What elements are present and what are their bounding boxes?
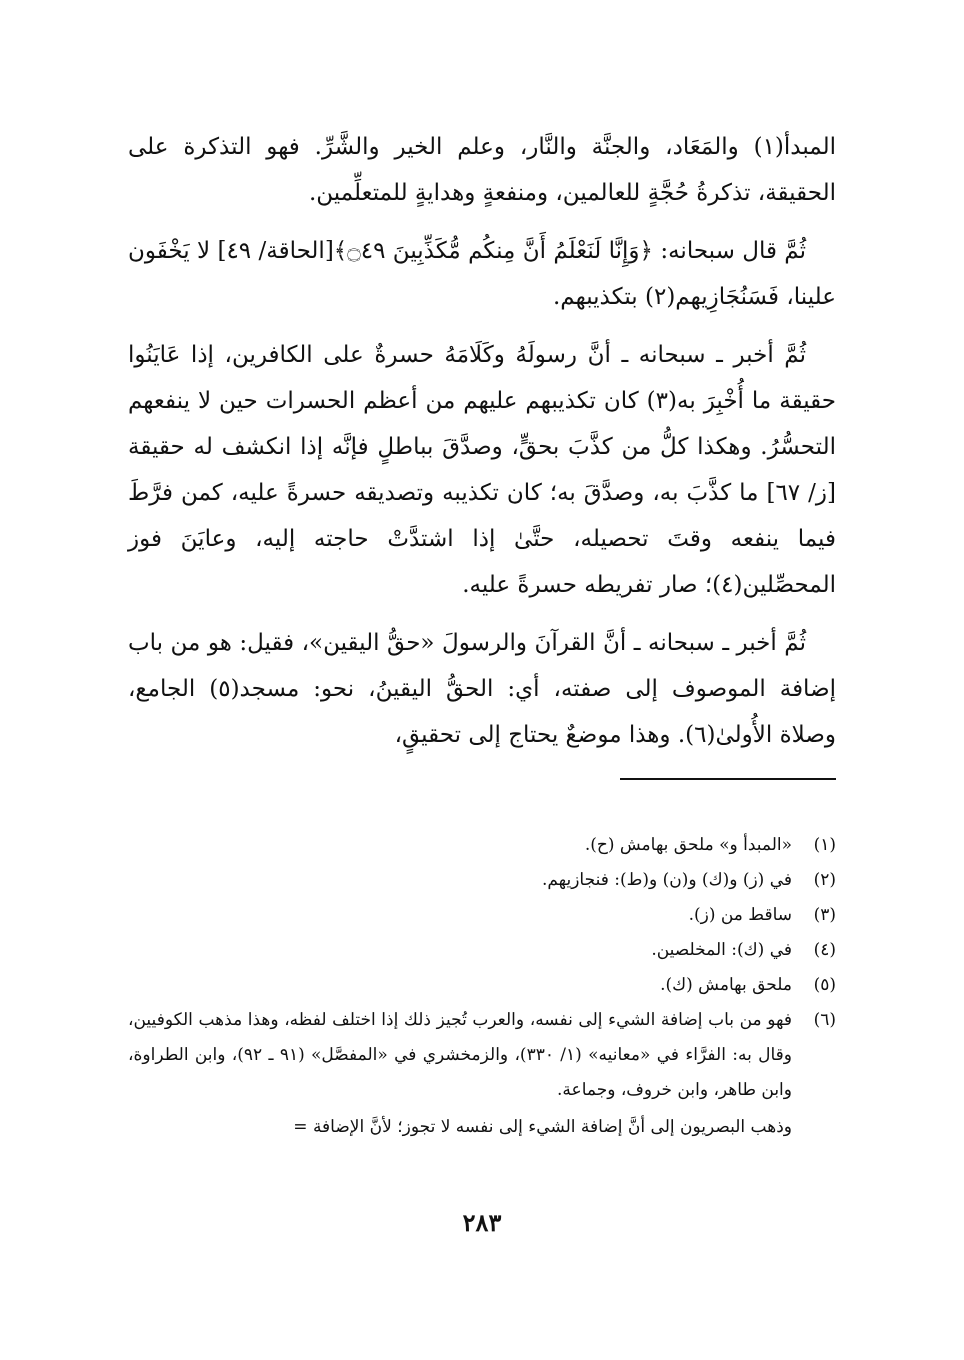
footnote-number: (٥)	[813, 975, 836, 995]
footnote-2	[128, 863, 836, 898]
footnote-continuation: وذهب البصريون إلى أنَّ إضافة الشيء إلى نفسه لا تجوز؛ لأنَّ الإضافة =	[293, 1117, 792, 1137]
paragraph-2: ثُمَّ قال سبحانه: ﴿وَإِنَّا لَنَعْلَمُ أَنَّ مِنكُم مُّكَذِّبِينَ ۝٤٩﴾[الحاقة/ ٤٩] لا يَخْفَون علينا، فَسَنُجَازِيهم(٢) بتكذيبهم.	[128, 238, 836, 310]
footnote-3	[128, 898, 836, 933]
footnotes	[128, 828, 836, 1145]
paragraph-4: ثُمَّ أخبر ـ سبحانه ـ أنَّ القرآنَ والرسولَ «حقُّ اليقين»، فقيل: هو من باب إضافة الموصوف إلى صفته، أي: الحقُّ اليقينُ، نحو: مسجد(٥) الجامع، وصلاة الأُولىٰ(٦). وهذا موضعٌ يحتاج إلى تحقيقٍ،	[128, 630, 836, 748]
page-number: ٢٨٣	[462, 1208, 502, 1237]
paragraph-3: ثُمَّ أخبر ـ سبحانه ـ أنَّ رسولَهُ وكَلَامَهُ حسرةٌ على الكافرين، إذا عَايَنُوا حقيقة ما أُخْبِرَ به(٣) كان تكذيبهم عليهم من أعظم الحسرات حين لا ينفعهم التحسُّرُ. وهكذا كلُّ من كذَّبَ بحقٍّ، وصدَّقَ بباطلٍ فإنَّه إذا انكشف له حقيقة [ز/ ٦٧] ما كذَّبَ به، وصدَّقَ به؛ كان تكذيبه وتصديقه حسرةً عليه، كمن فرَّطَ فيما ينفعه وقتَ تحصيله، حتَّىٰ إذا اشتدَّتْ حاجته إليه، وعايَنَ فوز المحصِّلين(٤)؛ صار تفريطه حسرةً عليه.	[128, 342, 836, 598]
footnote-number: (٢)	[813, 870, 836, 890]
footnote-6	[128, 1003, 836, 1108]
footnote-1	[128, 828, 836, 863]
footnote-number: (٦)	[813, 1010, 836, 1030]
footnote-number: (٤)	[813, 940, 836, 960]
footnote-4	[128, 933, 836, 968]
footnote-text: «المبدأ و» ملحق بهامش (ح).	[584, 835, 792, 855]
footnote-number: (١)	[813, 835, 836, 855]
footnote-text: ملحق بهامش (ك).	[660, 975, 792, 995]
footnote-separator	[620, 778, 836, 780]
footnote-text: في (ك): المخلصين.	[651, 940, 792, 960]
footnote-text: ساقط من (ز).	[688, 905, 792, 925]
footnote-number: (٣)	[813, 905, 836, 925]
footnote-text: فهو من باب إضافة الشيء إلى نفسه، والعرب تُجيز ذلك إذا اختلف لفظه، وهذا مذهب الكوفيين، وقال به: الفرَّاء في «معانيه» (١/ ٣٣٠)، والزمخشري في «المفصَّل» (٩١ ـ ٩٢)، وابن الطراوة، وابن طاهر، وابن خروف، وجماعة.	[128, 1010, 792, 1100]
paragraph-1: المبدأ(١) والمَعَاد، والجنَّة والنَّار، وعلم الخير والشَّرِّ. فهو التذكرة على الحقيقة، تذكرةُ حُجَّةٍ للعالمين، ومنفعةٍ وهدايةٍ للمتعلِّمين.	[128, 134, 836, 206]
footnote-text: في (ز) و(ك) و(ن) و(ط): فنجازيهم.	[541, 870, 792, 890]
main-text	[128, 124, 836, 770]
footnote-5	[128, 968, 836, 1003]
